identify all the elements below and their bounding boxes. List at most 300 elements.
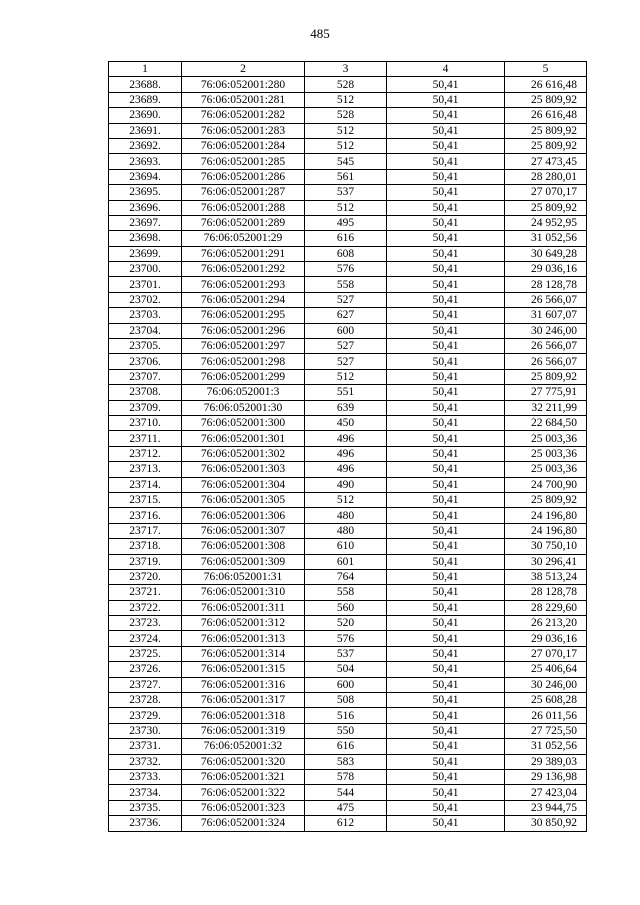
area-cell: 764 (305, 569, 387, 584)
value-cell: 26 566,07 (505, 339, 587, 354)
area-cell: 560 (305, 600, 387, 615)
table-row (109, 431, 587, 446)
value-cell: 32 211,99 (505, 400, 587, 415)
cadastral-number-cell: 76:06:052001:301 (182, 431, 305, 446)
value-cell: 26 616,48 (505, 77, 587, 92)
table-row (109, 800, 587, 815)
area-cell: 600 (305, 323, 387, 338)
area-cell: 616 (305, 231, 387, 246)
value-cell: 29 036,16 (505, 631, 587, 646)
cadastral-number-cell: 76:06:052001:292 (182, 262, 305, 277)
column-header-5: 5 (505, 62, 587, 77)
area-cell: 512 (305, 369, 387, 384)
area-cell: 558 (305, 277, 387, 292)
rate-cell: 50,41 (387, 339, 505, 354)
table-row (109, 154, 587, 169)
table-row (109, 339, 587, 354)
row-number-cell: 23700. (109, 262, 182, 277)
table-row (109, 231, 587, 246)
cadastral-number-cell: 76:06:052001:280 (182, 77, 305, 92)
cadastral-number-cell: 76:06:052001:307 (182, 523, 305, 538)
table-row (109, 277, 587, 292)
cadastral-number-cell: 76:06:052001:294 (182, 292, 305, 307)
table-body (109, 77, 587, 831)
row-number-cell: 23692. (109, 138, 182, 153)
table-row (109, 739, 587, 754)
rate-cell: 50,41 (387, 369, 505, 384)
area-cell: 576 (305, 631, 387, 646)
area-cell: 608 (305, 246, 387, 261)
table-row (109, 539, 587, 554)
table-header (109, 62, 587, 77)
table-row (109, 415, 587, 430)
table-row (109, 462, 587, 477)
value-cell: 31 052,56 (505, 231, 587, 246)
row-number-cell: 23722. (109, 600, 182, 615)
row-number-cell: 23690. (109, 108, 182, 123)
row-number-cell: 23708. (109, 385, 182, 400)
area-cell: 516 (305, 708, 387, 723)
cadastral-number-cell: 76:06:052001:297 (182, 339, 305, 354)
table-row (109, 446, 587, 461)
rate-cell: 50,41 (387, 354, 505, 369)
area-cell: 490 (305, 477, 387, 492)
area-cell: 576 (305, 262, 387, 277)
cadastral-number-cell: 76:06:052001:318 (182, 708, 305, 723)
table-row (109, 123, 587, 138)
value-cell: 24 952,95 (505, 215, 587, 230)
rate-cell: 50,41 (387, 708, 505, 723)
area-cell: 627 (305, 308, 387, 323)
row-number-cell: 23736. (109, 816, 182, 831)
row-number-cell: 23714. (109, 477, 182, 492)
cadastral-number-cell: 76:06:052001:308 (182, 539, 305, 554)
value-cell: 27 473,45 (505, 154, 587, 169)
value-cell: 31 052,56 (505, 739, 587, 754)
value-cell: 25 809,92 (505, 369, 587, 384)
rate-cell: 50,41 (387, 600, 505, 615)
value-cell: 25 809,92 (505, 92, 587, 107)
row-number-cell: 23712. (109, 446, 182, 461)
row-number-cell: 23707. (109, 369, 182, 384)
rate-cell: 50,41 (387, 92, 505, 107)
rate-cell: 50,41 (387, 446, 505, 461)
value-cell: 26 213,20 (505, 616, 587, 631)
rate-cell: 50,41 (387, 123, 505, 138)
rate-cell: 50,41 (387, 462, 505, 477)
area-cell: 508 (305, 693, 387, 708)
header-row (109, 62, 587, 77)
area-cell: 537 (305, 646, 387, 661)
value-cell: 25 809,92 (505, 492, 587, 507)
rate-cell: 50,41 (387, 477, 505, 492)
rate-cell: 50,41 (387, 385, 505, 400)
area-cell: 612 (305, 816, 387, 831)
rate-cell: 50,41 (387, 154, 505, 169)
rate-cell: 50,41 (387, 108, 505, 123)
rate-cell: 50,41 (387, 554, 505, 569)
rate-cell: 50,41 (387, 323, 505, 338)
value-cell: 25 003,36 (505, 462, 587, 477)
value-cell: 25 003,36 (505, 446, 587, 461)
value-cell: 25 003,36 (505, 431, 587, 446)
row-number-cell: 23718. (109, 539, 182, 554)
area-cell: 512 (305, 92, 387, 107)
row-number-cell: 23711. (109, 431, 182, 446)
row-number-cell: 23693. (109, 154, 182, 169)
area-cell: 520 (305, 616, 387, 631)
table-row (109, 292, 587, 307)
rate-cell: 50,41 (387, 415, 505, 430)
row-number-cell: 23705. (109, 339, 182, 354)
row-number-cell: 23694. (109, 169, 182, 184)
table-row (109, 92, 587, 107)
rate-cell: 50,41 (387, 292, 505, 307)
cadastral-number-cell: 76:06:052001:321 (182, 769, 305, 784)
cadastral-number-cell: 76:06:052001:288 (182, 200, 305, 215)
cadastral-number-cell: 76:06:052001:32 (182, 739, 305, 754)
table-row (109, 108, 587, 123)
cadastral-number-cell: 76:06:052001:29 (182, 231, 305, 246)
cadastral-number-cell: 76:06:052001:315 (182, 662, 305, 677)
row-number-cell: 23709. (109, 400, 182, 415)
cadastral-number-cell: 76:06:052001:317 (182, 693, 305, 708)
rate-cell: 50,41 (387, 523, 505, 538)
area-cell: 496 (305, 446, 387, 461)
row-number-cell: 23699. (109, 246, 182, 261)
table-row (109, 262, 587, 277)
area-cell: 480 (305, 523, 387, 538)
table-row (109, 477, 587, 492)
row-number-cell: 23716. (109, 508, 182, 523)
cadastral-number-cell: 76:06:052001:311 (182, 600, 305, 615)
row-number-cell: 23696. (109, 200, 182, 215)
value-cell: 25 809,92 (505, 200, 587, 215)
area-cell: 601 (305, 554, 387, 569)
value-cell: 27 070,17 (505, 185, 587, 200)
row-number-cell: 23723. (109, 616, 182, 631)
cadastral-number-cell: 76:06:052001:295 (182, 308, 305, 323)
value-cell: 28 280,01 (505, 169, 587, 184)
area-cell: 558 (305, 585, 387, 600)
value-cell: 28 128,78 (505, 277, 587, 292)
column-header-1: 1 (109, 62, 182, 77)
rate-cell: 50,41 (387, 231, 505, 246)
rate-cell: 50,41 (387, 169, 505, 184)
area-cell: 639 (305, 400, 387, 415)
row-number-cell: 23710. (109, 415, 182, 430)
value-cell: 28 128,78 (505, 585, 587, 600)
area-cell: 551 (305, 385, 387, 400)
rate-cell: 50,41 (387, 723, 505, 738)
cadastral-number-cell: 76:06:052001:303 (182, 462, 305, 477)
rate-cell: 50,41 (387, 631, 505, 646)
value-cell: 24 196,80 (505, 523, 587, 538)
cadastral-number-cell: 76:06:052001:309 (182, 554, 305, 569)
rate-cell: 50,41 (387, 816, 505, 831)
page-number: 485 (310, 26, 330, 41)
value-cell: 22 684,50 (505, 415, 587, 430)
value-cell: 27 775,91 (505, 385, 587, 400)
row-number-cell: 23724. (109, 631, 182, 646)
cadastral-number-cell: 76:06:052001:287 (182, 185, 305, 200)
area-cell: 450 (305, 415, 387, 430)
cadastral-number-cell: 76:06:052001:299 (182, 369, 305, 384)
area-cell: 583 (305, 754, 387, 769)
rate-cell: 50,41 (387, 508, 505, 523)
area-cell: 528 (305, 77, 387, 92)
cadastral-number-cell: 76:06:052001:323 (182, 800, 305, 815)
area-cell: 561 (305, 169, 387, 184)
table-row (109, 354, 587, 369)
cadastral-number-cell: 76:06:052001:298 (182, 354, 305, 369)
table-row (109, 554, 587, 569)
area-cell: 544 (305, 785, 387, 800)
cadastral-number-cell: 76:06:052001:291 (182, 246, 305, 261)
row-number-cell: 23698. (109, 231, 182, 246)
rate-cell: 50,41 (387, 539, 505, 554)
row-number-cell: 23691. (109, 123, 182, 138)
area-cell: 496 (305, 462, 387, 477)
rate-cell: 50,41 (387, 677, 505, 692)
row-number-cell: 23704. (109, 323, 182, 338)
value-cell: 24 196,80 (505, 508, 587, 523)
table-row (109, 138, 587, 153)
rate-cell: 50,41 (387, 215, 505, 230)
area-cell: 616 (305, 739, 387, 754)
area-cell: 512 (305, 138, 387, 153)
value-cell: 25 608,28 (505, 693, 587, 708)
cadastral-number-cell: 76:06:052001:30 (182, 400, 305, 415)
area-cell: 475 (305, 800, 387, 815)
table-row (109, 769, 587, 784)
cadastral-number-cell: 76:06:052001:310 (182, 585, 305, 600)
value-cell: 38 513,24 (505, 569, 587, 584)
rate-cell: 50,41 (387, 693, 505, 708)
area-cell: 512 (305, 200, 387, 215)
value-cell: 30 649,28 (505, 246, 587, 261)
cadastral-number-cell: 76:06:052001:316 (182, 677, 305, 692)
table-row (109, 616, 587, 631)
row-number-cell: 23689. (109, 92, 182, 107)
value-cell: 27 423,04 (505, 785, 587, 800)
table-row (109, 385, 587, 400)
cadastral-number-cell: 76:06:052001:285 (182, 154, 305, 169)
row-number-cell: 23735. (109, 800, 182, 815)
rate-cell: 50,41 (387, 77, 505, 92)
value-cell: 27 070,17 (505, 646, 587, 661)
table-row (109, 523, 587, 538)
row-number-cell: 23688. (109, 77, 182, 92)
value-cell: 30 246,00 (505, 677, 587, 692)
rate-cell: 50,41 (387, 185, 505, 200)
table-row (109, 708, 587, 723)
area-cell: 527 (305, 292, 387, 307)
value-cell: 30 750,10 (505, 539, 587, 554)
table-row (109, 323, 587, 338)
cadastral-number-cell: 76:06:052001:284 (182, 138, 305, 153)
cadastral-number-cell: 76:06:052001:306 (182, 508, 305, 523)
table-row (109, 215, 587, 230)
data-table (108, 61, 587, 832)
value-cell: 26 566,07 (505, 292, 587, 307)
cadastral-number-cell: 76:06:052001:302 (182, 446, 305, 461)
rate-cell: 50,41 (387, 431, 505, 446)
row-number-cell: 23717. (109, 523, 182, 538)
cadastral-number-cell: 76:06:052001:314 (182, 646, 305, 661)
column-header-4: 4 (387, 62, 505, 77)
rate-cell: 50,41 (387, 262, 505, 277)
row-number-cell: 23701. (109, 277, 182, 292)
value-cell: 30 296,41 (505, 554, 587, 569)
table-row (109, 816, 587, 831)
value-cell: 26 616,48 (505, 108, 587, 123)
table-row (109, 785, 587, 800)
rate-cell: 50,41 (387, 616, 505, 631)
area-cell: 537 (305, 185, 387, 200)
value-cell: 25 809,92 (505, 123, 587, 138)
rate-cell: 50,41 (387, 138, 505, 153)
rate-cell: 50,41 (387, 585, 505, 600)
rate-cell: 50,41 (387, 400, 505, 415)
area-cell: 512 (305, 123, 387, 138)
row-number-cell: 23732. (109, 754, 182, 769)
rate-cell: 50,41 (387, 277, 505, 292)
value-cell: 31 607,07 (505, 308, 587, 323)
value-cell: 26 011,56 (505, 708, 587, 723)
value-cell: 29 136,98 (505, 769, 587, 784)
cadastral-number-cell: 76:06:052001:289 (182, 215, 305, 230)
table-row (109, 169, 587, 184)
area-cell: 495 (305, 215, 387, 230)
value-cell: 29 389,03 (505, 754, 587, 769)
table-row (109, 492, 587, 507)
cadastral-number-cell: 76:06:052001:296 (182, 323, 305, 338)
rate-cell: 50,41 (387, 646, 505, 661)
column-header-3: 3 (305, 62, 387, 77)
table-row (109, 369, 587, 384)
column-header-2: 2 (182, 62, 305, 77)
row-number-cell: 23726. (109, 662, 182, 677)
area-cell: 480 (305, 508, 387, 523)
cadastral-number-cell: 76:06:052001:3 (182, 385, 305, 400)
row-number-cell: 23734. (109, 785, 182, 800)
table-row (109, 185, 587, 200)
rate-cell: 50,41 (387, 662, 505, 677)
area-cell: 504 (305, 662, 387, 677)
rate-cell: 50,41 (387, 785, 505, 800)
value-cell: 26 566,07 (505, 354, 587, 369)
value-cell: 24 700,90 (505, 477, 587, 492)
row-number-cell: 23728. (109, 693, 182, 708)
row-number-cell: 23719. (109, 554, 182, 569)
table-row (109, 200, 587, 215)
value-cell: 30 850,92 (505, 816, 587, 831)
table-row (109, 631, 587, 646)
cadastral-number-cell: 76:06:052001:282 (182, 108, 305, 123)
cadastral-number-cell: 76:06:052001:286 (182, 169, 305, 184)
area-cell: 545 (305, 154, 387, 169)
value-cell: 27 725,50 (505, 723, 587, 738)
cadastral-number-cell: 76:06:052001:293 (182, 277, 305, 292)
table-row (109, 677, 587, 692)
rate-cell: 50,41 (387, 492, 505, 507)
row-number-cell: 23697. (109, 215, 182, 230)
row-number-cell: 23730. (109, 723, 182, 738)
cadastral-number-cell: 76:06:052001:312 (182, 616, 305, 631)
rate-cell: 50,41 (387, 754, 505, 769)
table-row (109, 693, 587, 708)
rate-cell: 50,41 (387, 200, 505, 215)
cadastral-number-cell: 76:06:052001:313 (182, 631, 305, 646)
rate-cell: 50,41 (387, 246, 505, 261)
area-cell: 527 (305, 354, 387, 369)
row-number-cell: 23702. (109, 292, 182, 307)
cadastral-number-cell: 76:06:052001:319 (182, 723, 305, 738)
table-row (109, 723, 587, 738)
area-cell: 528 (305, 108, 387, 123)
table-row (109, 646, 587, 661)
rate-cell: 50,41 (387, 569, 505, 584)
table-row (109, 508, 587, 523)
row-number-cell: 23715. (109, 492, 182, 507)
cadastral-number-cell: 76:06:052001:300 (182, 415, 305, 430)
cadastral-number-cell: 76:06:052001:283 (182, 123, 305, 138)
rate-cell: 50,41 (387, 769, 505, 784)
cadastral-number-cell: 76:06:052001:320 (182, 754, 305, 769)
cadastral-number-cell: 76:06:052001:324 (182, 816, 305, 831)
rate-cell: 50,41 (387, 800, 505, 815)
value-cell: 25 406,64 (505, 662, 587, 677)
row-number-cell: 23725. (109, 646, 182, 661)
row-number-cell: 23733. (109, 769, 182, 784)
cadastral-number-cell: 76:06:052001:322 (182, 785, 305, 800)
table-row (109, 77, 587, 92)
value-cell: 29 036,16 (505, 262, 587, 277)
area-cell: 527 (305, 339, 387, 354)
value-cell: 25 809,92 (505, 138, 587, 153)
row-number-cell: 23721. (109, 585, 182, 600)
table-row (109, 600, 587, 615)
cadastral-number-cell: 76:06:052001:281 (182, 92, 305, 107)
row-number-cell: 23727. (109, 677, 182, 692)
area-cell: 578 (305, 769, 387, 784)
value-cell: 28 229,60 (505, 600, 587, 615)
table-row (109, 308, 587, 323)
table-row (109, 585, 587, 600)
table-row (109, 569, 587, 584)
area-cell: 512 (305, 492, 387, 507)
area-cell: 496 (305, 431, 387, 446)
row-number-cell: 23731. (109, 739, 182, 754)
value-cell: 23 944,75 (505, 800, 587, 815)
row-number-cell: 23703. (109, 308, 182, 323)
row-number-cell: 23695. (109, 185, 182, 200)
row-number-cell: 23713. (109, 462, 182, 477)
area-cell: 600 (305, 677, 387, 692)
cadastral-number-cell: 76:06:052001:305 (182, 492, 305, 507)
area-cell: 550 (305, 723, 387, 738)
cadastral-number-cell: 76:06:052001:31 (182, 569, 305, 584)
rate-cell: 50,41 (387, 308, 505, 323)
area-cell: 610 (305, 539, 387, 554)
value-cell: 30 246,00 (505, 323, 587, 338)
table-row (109, 246, 587, 261)
table-row (109, 754, 587, 769)
row-number-cell: 23720. (109, 569, 182, 584)
table-row (109, 400, 587, 415)
row-number-cell: 23706. (109, 354, 182, 369)
